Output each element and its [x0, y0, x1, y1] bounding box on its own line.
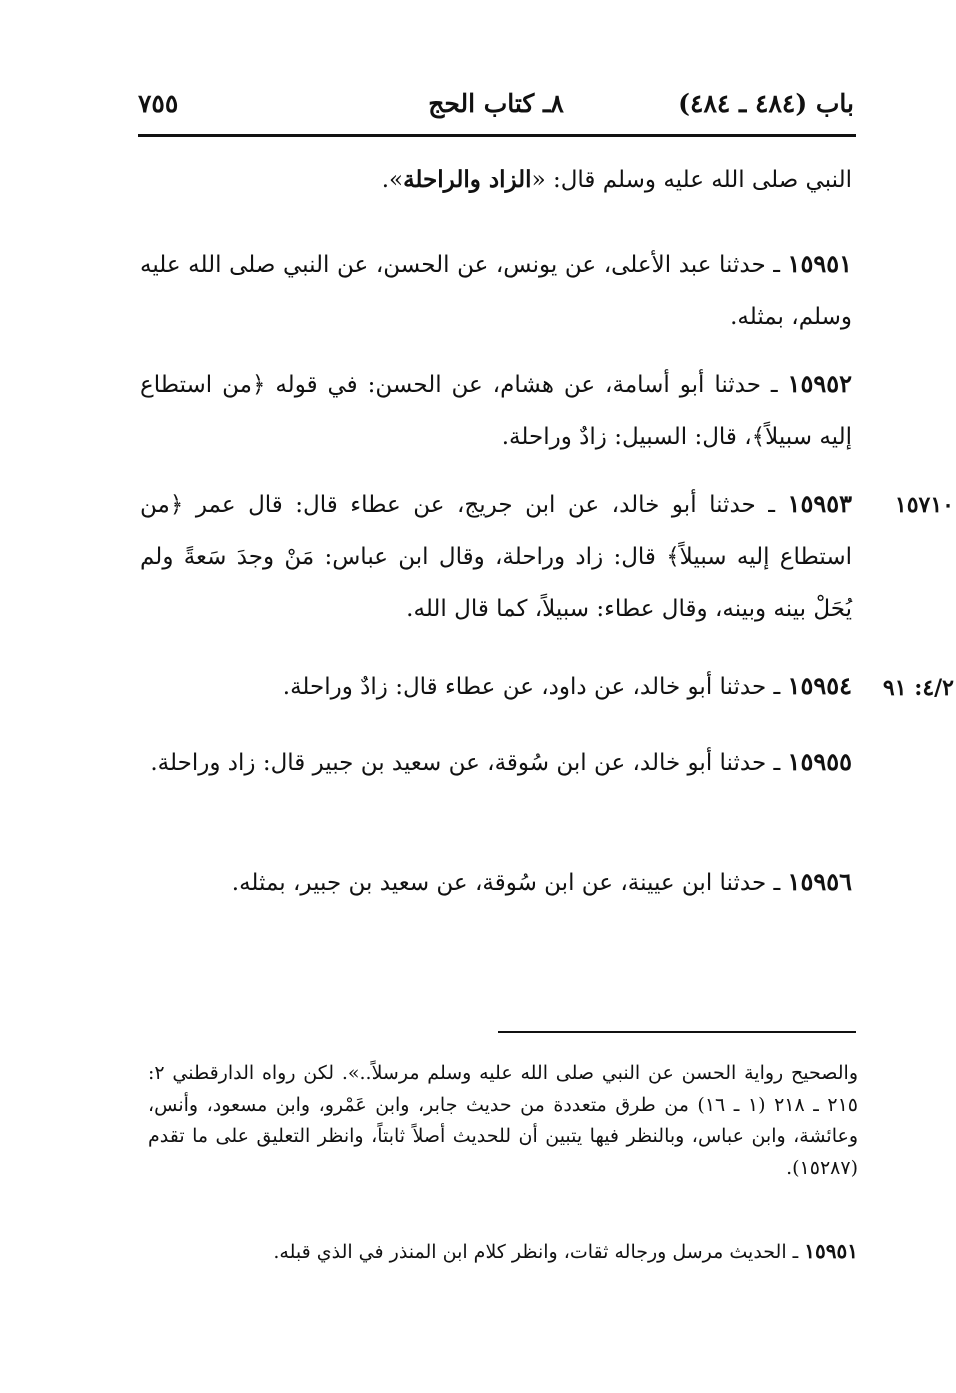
intro-paragraph [140, 154, 852, 206]
page-header [138, 86, 854, 126]
hadith-15952 [140, 358, 852, 463]
hadith-text: ـ حدثنا أبو أسامة، عن هشام، عن الحسن: في قوله ﴿من استطاع إليه سبيلاً﴾، قال: السبيل: زادٌ وراحلة. [140, 372, 852, 450]
intro-text-b: ». [381, 167, 404, 193]
chapter-title: باب (٤٨٤ ـ ٤٨٤) [678, 89, 854, 118]
hadith-15956 [140, 856, 852, 909]
margin-ref-15954: ٤/٢: ٩١ [882, 675, 954, 701]
footnote-1: والصحيح رواية الحسن عن النبي صلى الله عليه وسلم مرسلاً..». لكن رواه الدارقطني ٢: ٢١٥ ـ ٢١٨ (١ ـ ١٦) من طرق متعددة من حديث جابر، وابن عَمْرو، وابن مسعود، وأنس، وعائشة، وابن عباس، وبالنظر فيها يتبين أن للحديث أصلاً ثابتاً، وانظر التعليق على ما تقدم (١٥٢٨٧). [148, 1062, 859, 1179]
hadith-text: ـ حدثنا أبو خالد، عن ابن جريج، عن عطاء قال: قال عمر ﴿من استطاع إليه سبيلاً﴾ قال: زاد وراحلة، وقال ابن عباس: مَنْ وجدَ سَعةً ولم يُحَلْ بينه وبينه، وقال عطاء: سبيلاً، كما قال الله. [140, 492, 852, 622]
hadith-15955 [140, 736, 852, 789]
hadith-number: ١٥٩٥٥ [787, 747, 852, 776]
hadith-15953 [140, 478, 852, 635]
intro-quote: الزاد والراحلة [403, 166, 532, 193]
header-rule [138, 134, 856, 137]
margin-ref-15953: ١٥٧١٠ [894, 492, 954, 518]
hadith-number: ١٥٩٥٣ [787, 489, 852, 518]
hadith-number: ١٥٩٥٢ [787, 369, 852, 398]
page-number: ٧٥٥ [138, 89, 179, 118]
hadith-number: ١٥٩٥١ [787, 249, 852, 278]
hadith-text: ـ حدثنا أبو خالد، عن ابن سُوقة، عن سعيد بن جبير قال: زاد وراحلة. [150, 750, 781, 776]
footnote-2 [148, 1236, 858, 1269]
hadith-15951 [140, 238, 852, 343]
hadith-15954 [140, 660, 852, 713]
footnote-separator [498, 1031, 856, 1033]
hadith-text: ـ حدثنا أبو خالد، عن داود، عن عطاء قال: زادٌ وراحلة. [282, 674, 781, 700]
hadith-text: ـ حدثنا ابن عيينة، عن ابن سُوقة، عن سعيد بن جبير، بمثله. [231, 870, 781, 896]
footnote-number: ١٥٩٥١ [804, 1239, 858, 1263]
hadith-number: ١٥٩٥٤ [787, 671, 852, 700]
book-title: ٨ـ كتاب الحج [428, 89, 564, 118]
footnote-text: ـ الحديث مرسل ورجاله ثقات، وانظر كلام ابن المنذر في الذي قبله. [273, 1241, 799, 1263]
hadith-number: ١٥٩٥٦ [787, 867, 852, 896]
intro-text-a: النبي صلى الله عليه وسلم قال: « [531, 167, 852, 193]
hadith-text: ـ حدثنا عبد الأعلى، عن يونس، عن الحسن، عن النبي صلى الله عليه وسلم، بمثله. [140, 252, 852, 330]
